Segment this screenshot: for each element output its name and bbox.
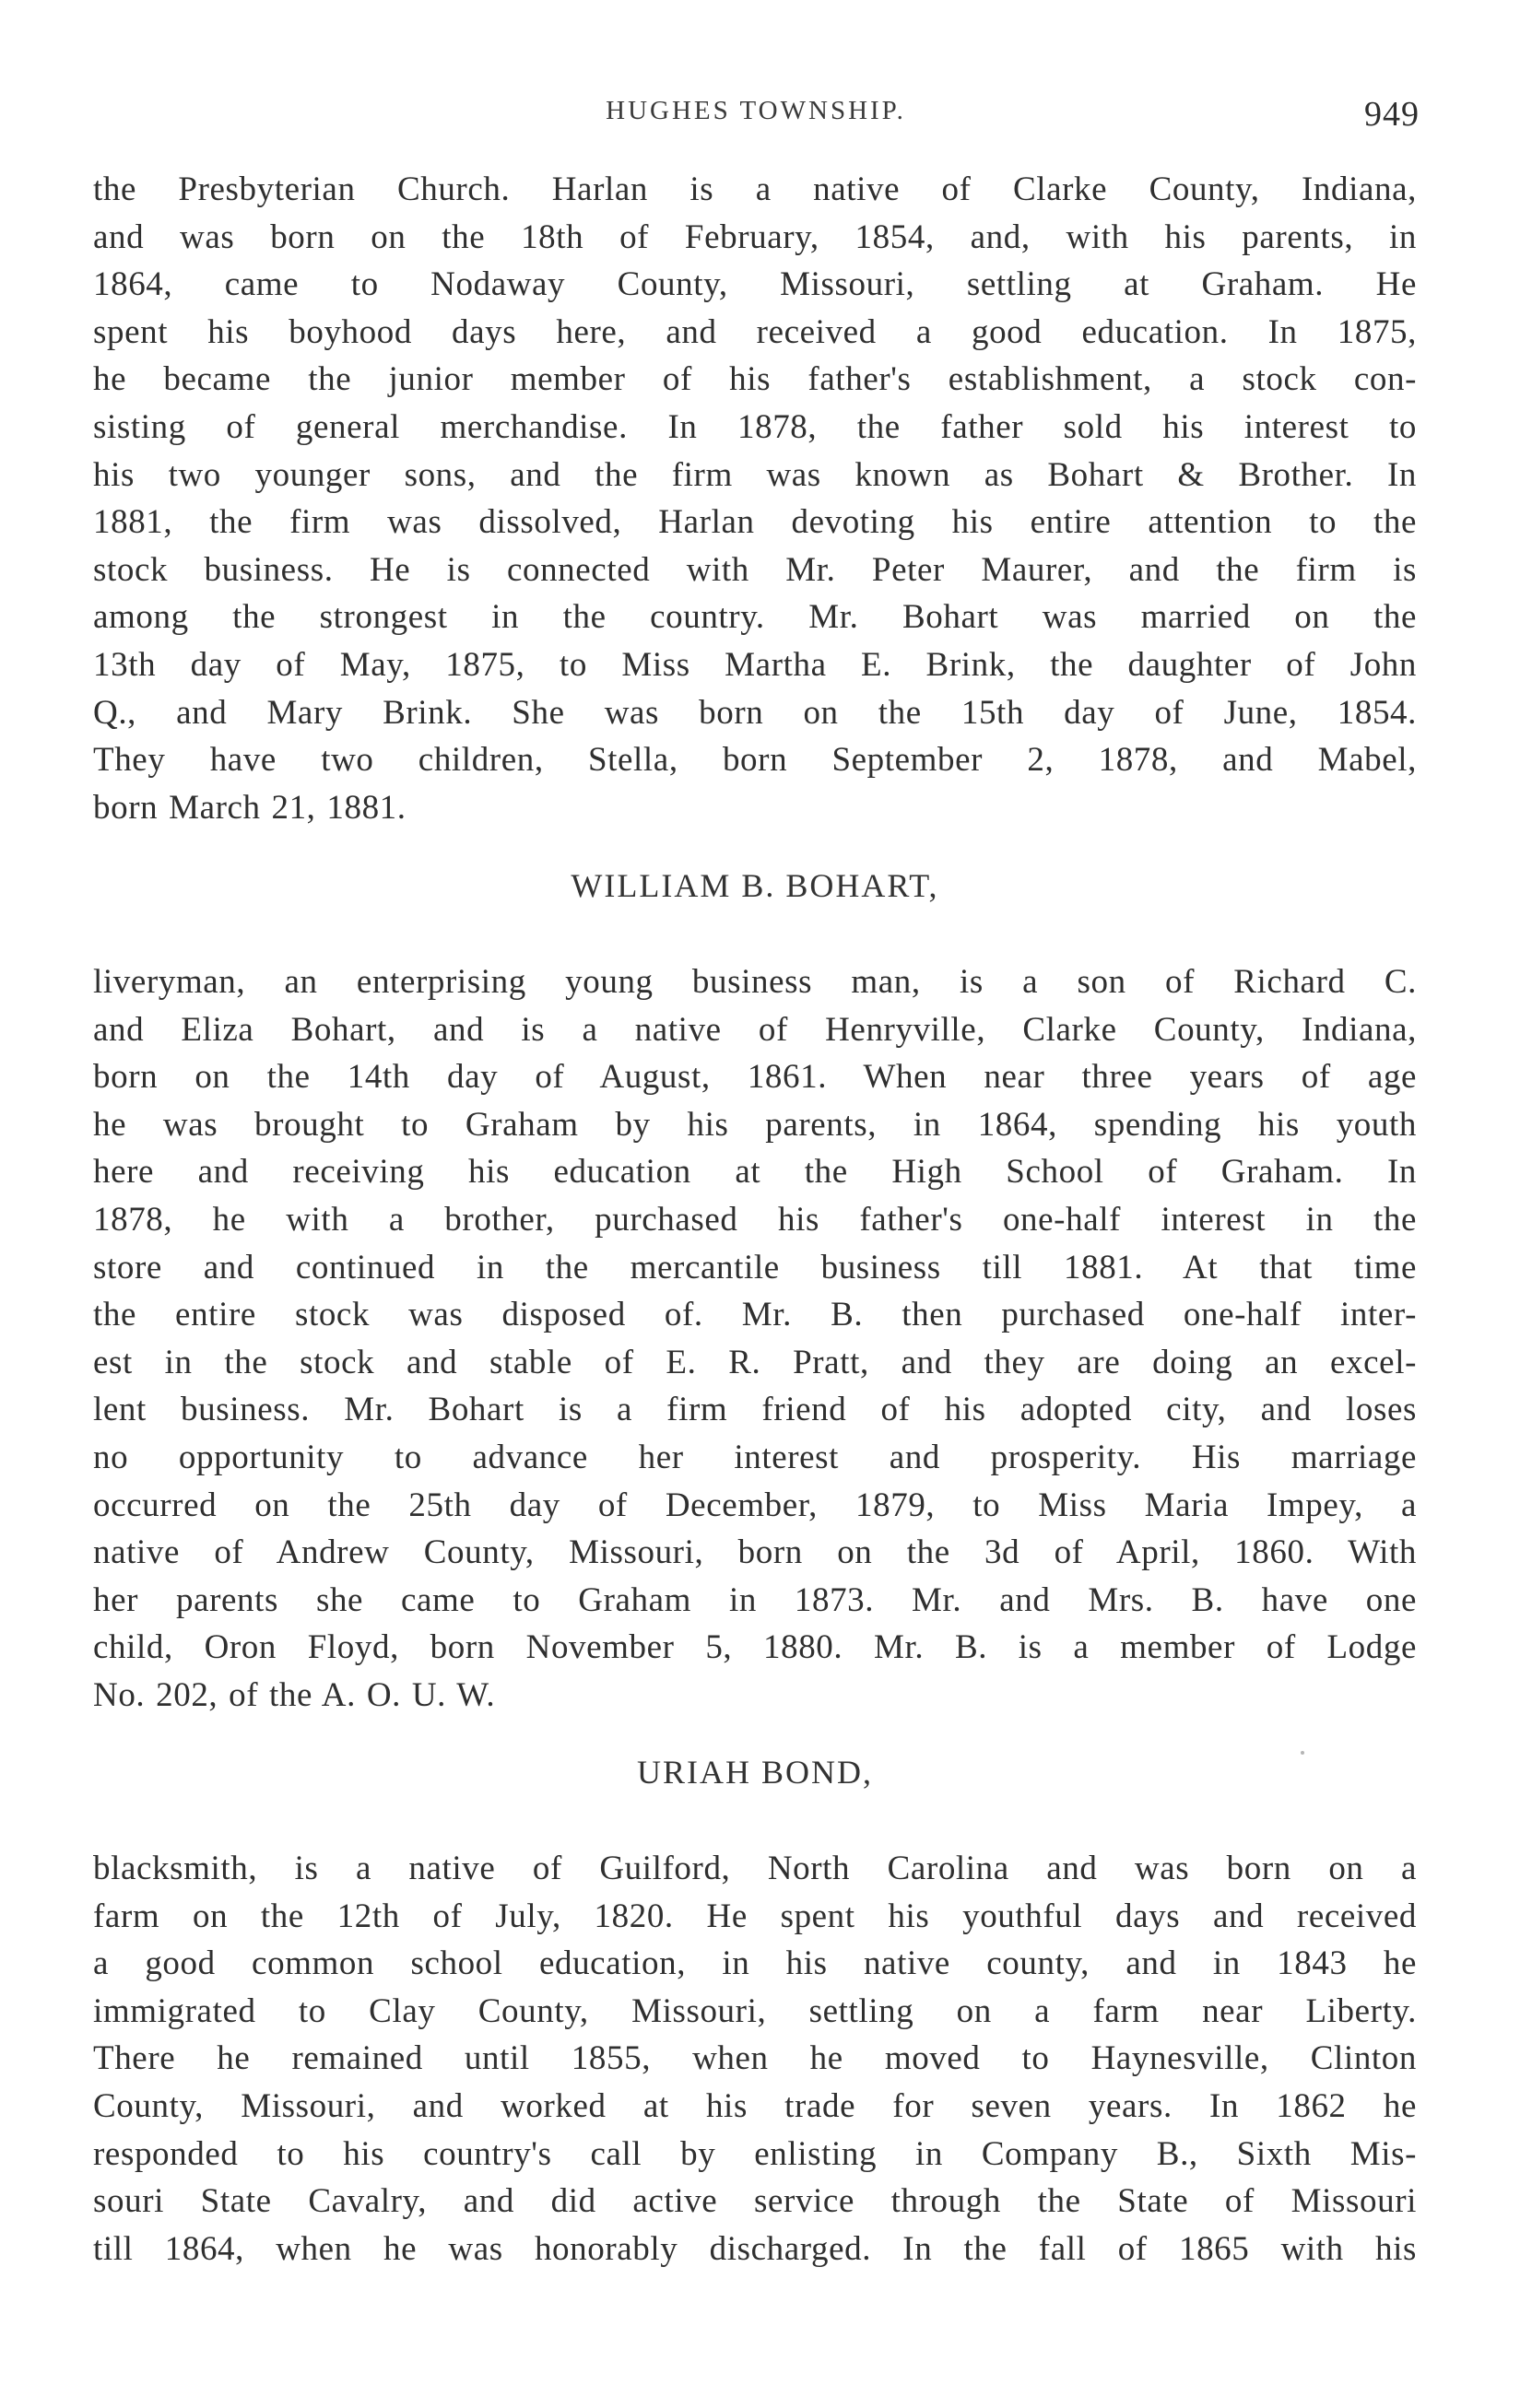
- text-line: his two younger sons, and the firm was known as Bohart & Brother. In: [93, 455, 1417, 494]
- text-line: souri State Cavalry, and did active service through the State of Missouri: [93, 2182, 1417, 2221]
- biography-paragraph-uriah-bond: [93, 1845, 1417, 2273]
- text-line: born March 21, 1881.: [93, 788, 407, 827]
- text-line: est in the stock and stable of E. R. Pratt, and they are doing an excel-: [93, 1343, 1417, 1381]
- text-line: he was brought to Graham by his parents, in 1864, spending his youth: [93, 1105, 1417, 1144]
- text-line: 13th day of May, 1875, to Miss Martha E. Brink, the daughter of John: [93, 645, 1417, 684]
- text-line: among the strongest in the country. Mr. Bohart was married on the: [93, 598, 1417, 637]
- paragraph: [93, 1845, 1417, 2273]
- text-line: There he remained until 1855, when he moved to Haynesville, Clinton: [93, 2039, 1417, 2078]
- continued-biography-paragraph: [93, 166, 1417, 831]
- text-line: spent his boyhood days here, and received a good education. In 1875,: [93, 312, 1417, 351]
- text-line: They have two children, Stella, born September 2, 1878, and Mabel,: [93, 741, 1417, 780]
- text-line: no opportunity to advance her interest and prosperity. His marriage: [93, 1438, 1417, 1476]
- biography-heading-william-b-bohart: WILLIAM B. BOHART,: [571, 867, 939, 904]
- biography-heading-uriah-bond: URIAH BOND,: [637, 1754, 873, 1791]
- text-line: native of Andrew County, Missouri, born on the 3d of April, 1860. With: [93, 1533, 1417, 1572]
- text-line: a good common school education, in his native county, and in 1843 he: [93, 1944, 1417, 1983]
- text-line: till 1864, when he was honorably discharged. In the fall of 1865 with his: [93, 2229, 1417, 2268]
- text-line: 1878, he with a brother, purchased his father's one-half interest in the: [93, 1200, 1417, 1239]
- print-speck: [1301, 1751, 1304, 1755]
- text-line: he became the junior member of his father's establishment, a stock con-: [93, 360, 1417, 399]
- biography-paragraph-william-b-bohart: [93, 958, 1417, 1720]
- paragraph: [93, 166, 1417, 831]
- text-line: the entire stock was disposed of. Mr. B. then purchased one-half inter-: [93, 1296, 1417, 1334]
- text-line: the Presbyterian Church. Harlan is a native of Clarke County, Indiana,: [93, 170, 1417, 208]
- text-line: and Eliza Bohart, and is a native of Henryville, Clarke County, Indiana,: [93, 1010, 1417, 1049]
- text-line: No. 202, of the A. O. U. W.: [93, 1675, 496, 1714]
- text-line: stock business. He is connected with Mr. Peter Maurer, and the firm is: [93, 550, 1417, 589]
- text-line: child, Oron Floyd, born November 5, 1880. Mr. B. is a member of Lodge: [93, 1628, 1417, 1667]
- text-line: occurred on the 25th day of December, 1879, to Miss Maria Impey, a: [93, 1486, 1417, 1524]
- text-line: here and receiving his education at the High School of Graham. In: [93, 1153, 1417, 1192]
- running-head: [92, 94, 1420, 149]
- page-number: 949: [1364, 95, 1420, 134]
- text-line: store and continued in the mercantile business till 1881. At that time: [93, 1248, 1417, 1286]
- paragraph: [93, 958, 1417, 1720]
- text-line: County, Missouri, and worked at his trade for seven years. In 1862 he: [93, 2086, 1417, 2125]
- text-line: sisting of general merchandise. In 1878, the father sold his interest to: [93, 407, 1417, 446]
- text-line: Q., and Mary Brink. She was born on the 15th day of June, 1854.: [93, 693, 1417, 732]
- text-line: lent business. Mr. Bohart is a firm friend of his adopted city, and loses: [93, 1391, 1417, 1429]
- text-line: blacksmith, is a native of Guilford, North Carolina and was born on a: [93, 1850, 1417, 1887]
- text-line: 1864, came to Nodaway County, Missouri, settling at Graham. He: [93, 265, 1417, 304]
- text-line: liveryman, an enterprising young business man, is a son of Richard C.: [93, 963, 1417, 1001]
- text-line: born on the 14th day of August, 1861. When near three years of age: [93, 1058, 1417, 1097]
- text-line: responded to his country's call by enlisting in Company B., Sixth Mis-: [93, 2134, 1417, 2173]
- text-line: her parents she came to Graham in 1873. Mr. and Mrs. B. have one: [93, 1580, 1417, 1619]
- text-line: 1881, the firm was dissolved, Harlan devoting his entire attention to the: [93, 503, 1417, 542]
- text-line: and was born on the 18th of February, 1854, and, with his parents, in: [93, 217, 1417, 256]
- text-line: immigrated to Clay County, Missouri, settling on a farm near Liberty.: [93, 1991, 1417, 2030]
- running-title: HUGHES TOWNSHIP.: [606, 96, 906, 125]
- text-line: farm on the 12th of July, 1820. He spent his youthful days and received: [93, 1897, 1417, 1935]
